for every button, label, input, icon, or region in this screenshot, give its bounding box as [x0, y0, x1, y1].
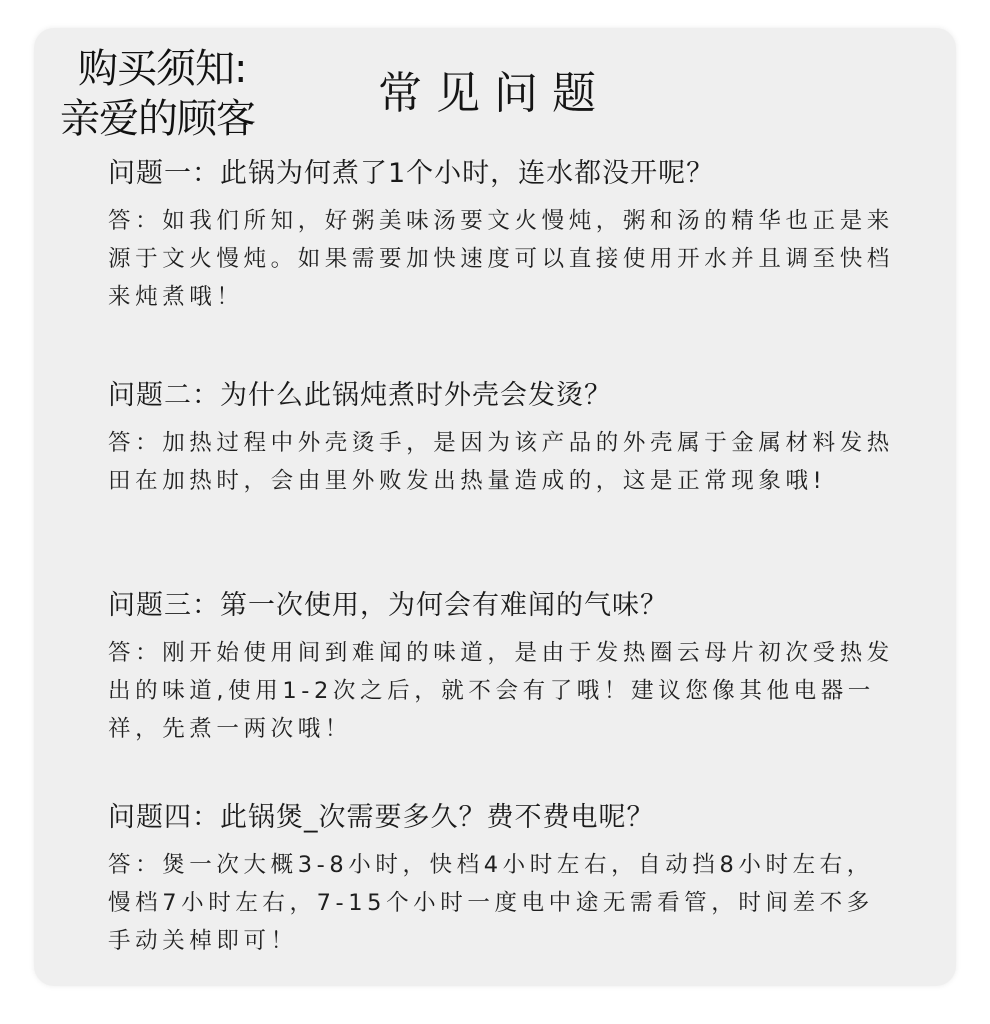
page-title: 常见问题: [378, 68, 610, 119]
faq-answer: 答：如我们所知，好粥美味汤要文火慢炖，粥和汤的精华也正是来源于文火慢炖。如果需要加快速度可以直接使用开水并且调至快档来炖煮哦！: [108, 208, 894, 310]
faq-item: [108, 378, 898, 500]
faq-question: 问题一：此锅为何煮了1个小时，连水都没开呢？: [108, 158, 715, 189]
purchase-notice: [60, 44, 300, 144]
faq-question: 问题四：此锅煲_次需要多久？费不费电呢？: [108, 802, 655, 833]
faq-item: [108, 800, 898, 960]
notice-greeting: 亲爱的顾客: [60, 96, 255, 142]
faq-answer: 答：加热过程中外壳烫手，是因为该产品的外壳属于金属材料发热田在加热时，会由里外败发出热量造成的，这是正常现象哦!: [108, 430, 894, 494]
notice-heading: 购买须知:: [78, 46, 247, 92]
faq-item: [108, 588, 898, 748]
faq-answer: 答：煲一次大概3-8小时，快档4小时左右，自动挡8小时左右，慢档7小时左右，7-15个小时一度电中途无需看管，时间差不多手动关棹即可！: [108, 852, 874, 954]
faq-item: [108, 156, 898, 316]
faq-question: 问题三：第一次使用，为何会有难闻的气味？: [108, 590, 668, 621]
faq-answer: 答：刚开始使用间到难闻的味道，是由于发热圈云母片初次受热发出的味道,使用1-2次之后，就不会有了哦！建议您像其他电器一祥，先煮一两次哦！: [108, 640, 894, 742]
faq-question: 问题二：为什么此锅炖煮时外壳会发烫？: [108, 380, 612, 411]
